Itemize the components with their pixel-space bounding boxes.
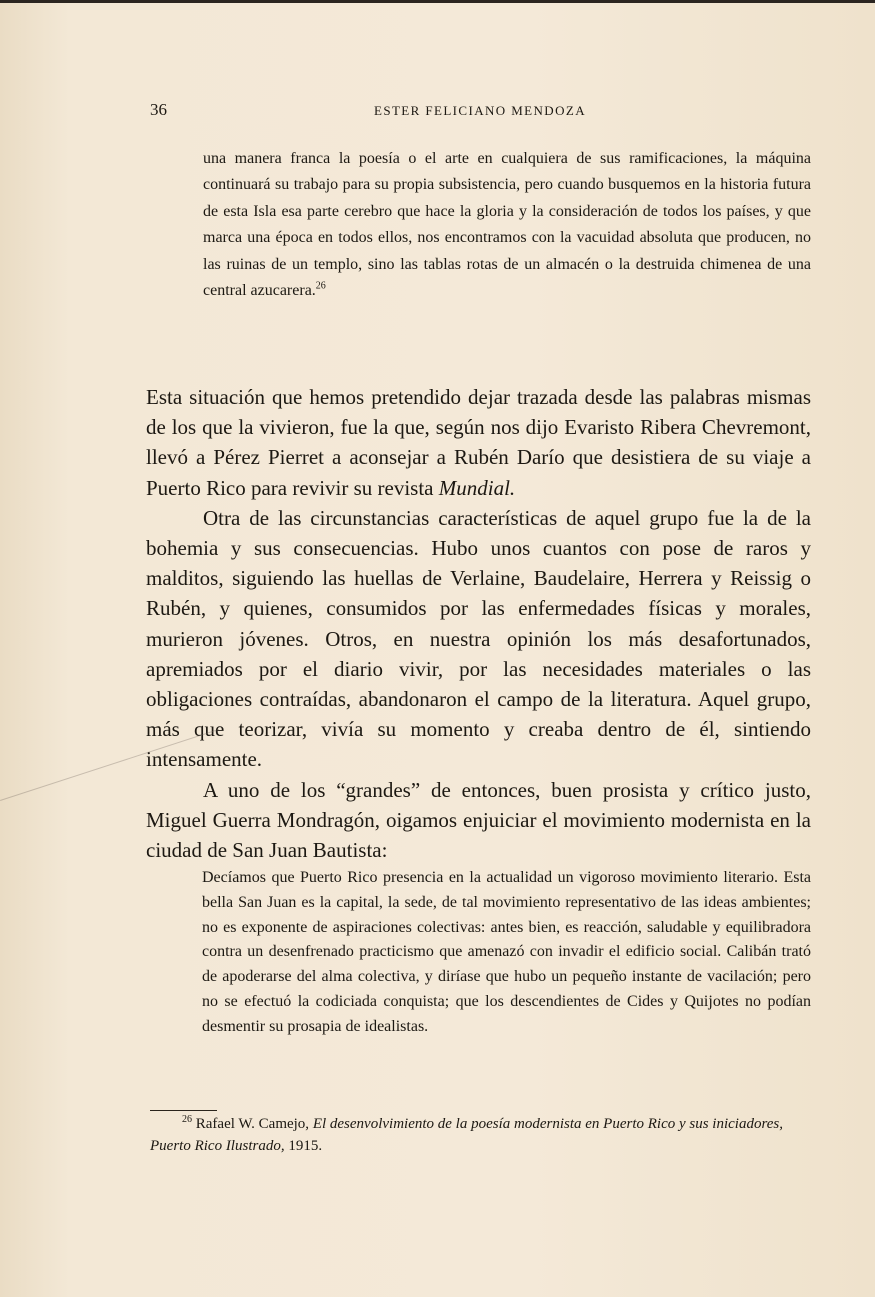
running-head: ESTER FELICIANO MENDOZA	[373, 103, 587, 118]
footnote-rule	[150, 1110, 217, 1111]
footnote-reference: 26	[315, 280, 326, 292]
footnote	[150, 1114, 811, 1157]
magazine-title: Mundial.	[438, 475, 516, 500]
quoted-passage-text: una manera franca la poesía o el arte en cualquiera de sus ramificaciones, la máquina continuará su trabajo para su propia subsistencia, pero cuando busquemos en la historia futura de esta Isla esa parte cerebro que hace la gloria y la consideración de todos los países, y que marca una época en todos ellos, nos encontramos con la vacuidad absoluta que producen, no las ruinas de un templo, sino las tablas rotas de un almacén o la destruida chimenea de una central azucarera.	[203, 150, 811, 300]
page-top-edge	[0, 0, 875, 3]
footnote-title: El desenvolvimiento de la poesía modernista en Puerto Rico y sus iniciadores, Puerto Rico Ilustrado,	[150, 1116, 783, 1154]
block-quote: Decíamos que Puerto Rico presencia en la actualidad un vigoroso movimiento literario. Esta bella San Juan es la capital, la sede, de tal movimiento representativo de las ideas ambientes; no es exponente de aspiraciones colectivas: antes bien, es reacción, saludable y equilibradora contra un desenfrenado practicismo que amenazó con invadir el edificio social. Calibán trató de apoderarse del alma colectiva, y diríase que hubo un pequeño instante de vacilación; pero no se efectuó la codiciada conquista; que los descendientes de Cides y Quijotes no podían desmentir su prosapia de idealistas.	[202, 869, 811, 1035]
paragraph-1	[146, 382, 811, 503]
footnote-number: 26	[182, 1114, 192, 1125]
paragraph-3: A uno de los “grandes” de entonces, buen prosista y crítico justo, Miguel Guerra Mondragón, oigamos enjuiciar el movimiento modernista en la ciudad de San Juan Bautista:	[146, 777, 811, 863]
page-header	[150, 100, 810, 124]
footnote-author: Rafael W. Camejo,	[195, 1116, 310, 1132]
page-number: 36	[150, 100, 167, 119]
quoted-passage-top	[203, 146, 811, 304]
footnote-year: 1915.	[288, 1137, 323, 1154]
paragraph-2: Otra de las circunstancias características de aquel grupo fue la de la bohemia y sus consecuencias. Hubo unos cuantos con pose de raros y malditos, siguiendo las huellas de Verlaine, Baudelaire, Herrera y Reissig o Rubén, y quienes, consumidos por las enfermedades físicas y morales, murieron jóvenes. Otros, en nuestra opinión los más desafortunados, apremiados por el diario vivir, por las necesidades materiales o las obligaciones contraídas, abandonaron el campo de la literatura. Aquel grupo, más que teorizar, vivía su momento y creaba dentro de él, sintiendo intensamente.	[146, 505, 811, 772]
body-text	[146, 382, 811, 865]
paragraph-1-text: Esta situación que hemos pretendido dejar trazada desde las palabras mismas de los que la vivieron, fue la que, según nos dijo Evaristo Ribera Chevremont, llevó a Pérez Pierret a aconsejar a Rubén Darío que desistiera de su viaje a Puerto Rico para revivir su revista	[146, 385, 811, 500]
